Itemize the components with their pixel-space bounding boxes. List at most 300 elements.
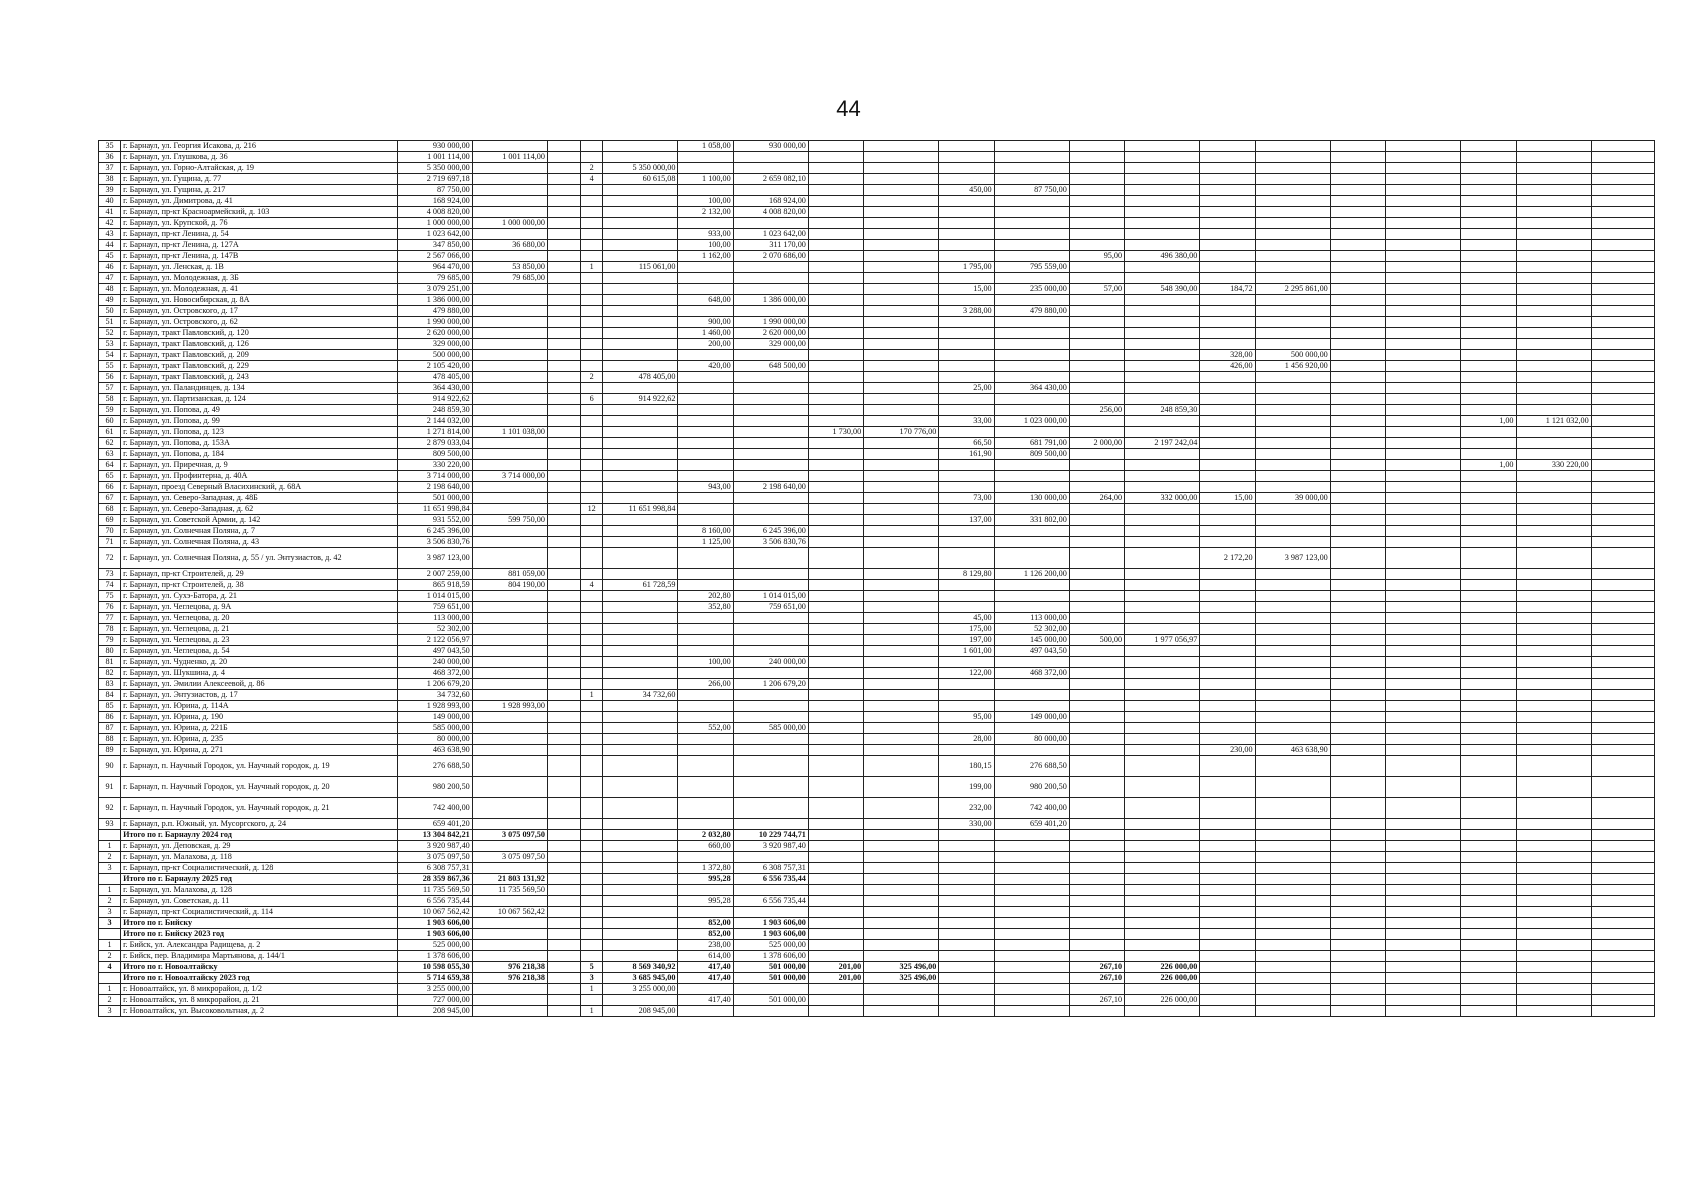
value-cell [808, 229, 863, 240]
value-cell: 15,00 [1200, 493, 1255, 504]
value-cell [994, 251, 1069, 262]
table-row [99, 798, 1655, 819]
value-cell [1069, 515, 1124, 526]
value-cell: 852,00 [678, 929, 733, 940]
table-row [99, 624, 1655, 635]
value-cell [994, 602, 1069, 613]
value-cell [1591, 918, 1654, 929]
value-cell [1461, 185, 1516, 196]
value-cell [603, 350, 678, 361]
table-row [99, 251, 1655, 262]
value-cell [1386, 460, 1461, 471]
value-cell [808, 361, 863, 372]
value-cell [808, 874, 863, 885]
value-cell [1461, 526, 1516, 537]
value-cell [1125, 152, 1200, 163]
value-cell [994, 229, 1069, 240]
value-cell [678, 284, 733, 295]
value-cell [472, 668, 547, 679]
value-cell: 87 750,00 [397, 185, 472, 196]
value-cell: 11 651 998,84 [397, 504, 472, 515]
address-cell: г. Барнаул, ул. Островского, д. 17 [121, 306, 397, 317]
value-cell [808, 218, 863, 229]
value-cell [939, 962, 994, 973]
value-cell [1516, 896, 1591, 907]
value-cell: 1 001 114,00 [472, 152, 547, 163]
value-cell [1200, 262, 1255, 273]
row-number-cell: 52 [99, 328, 121, 339]
value-cell [547, 526, 580, 537]
value-cell: 930 000,00 [733, 141, 808, 152]
value-cell [1461, 756, 1516, 777]
value-cell: 6 245 396,00 [397, 526, 472, 537]
value-cell [1591, 482, 1654, 493]
value-cell [1330, 174, 1385, 185]
value-cell: 479 880,00 [994, 306, 1069, 317]
value-cell [1516, 251, 1591, 262]
row-number-cell: 88 [99, 734, 121, 745]
address-cell: г. Барнаул, р.п. Южный, ул. Мусоргского, д. 24 [121, 819, 397, 830]
value-cell: 10 067 562,42 [472, 907, 547, 918]
value-cell [1516, 613, 1591, 624]
value-cell [1591, 580, 1654, 591]
value-cell [939, 405, 994, 416]
value-cell [1461, 537, 1516, 548]
value-cell [1591, 471, 1654, 482]
value-cell [547, 460, 580, 471]
value-cell [864, 723, 939, 734]
value-cell [1516, 295, 1591, 306]
value-cell [581, 863, 603, 874]
value-cell [1386, 141, 1461, 152]
value-cell: 2 620 000,00 [397, 328, 472, 339]
value-cell [1069, 701, 1124, 712]
value-cell [1591, 537, 1654, 548]
row-number-cell: 49 [99, 295, 121, 306]
value-cell [1591, 361, 1654, 372]
address-cell: г. Бийск, пер. Владимира Мартьянова, д. 144/1 [121, 951, 397, 962]
table-row [99, 295, 1655, 306]
value-cell [547, 896, 580, 907]
value-cell [733, 635, 808, 646]
value-cell: 2 198 640,00 [397, 482, 472, 493]
value-cell [864, 1006, 939, 1017]
value-cell [864, 885, 939, 896]
value-cell: 1 903 606,00 [397, 929, 472, 940]
value-cell: 1 990 000,00 [733, 317, 808, 328]
value-cell [678, 984, 733, 995]
value-cell [1125, 798, 1200, 819]
address-cell: г. Барнаул, ул. Советская, д. 11 [121, 896, 397, 907]
value-cell [581, 185, 603, 196]
row-number-cell: 91 [99, 777, 121, 798]
value-cell [1125, 874, 1200, 885]
table-row [99, 471, 1655, 482]
value-cell [864, 229, 939, 240]
value-cell [547, 973, 580, 984]
value-cell [1069, 756, 1124, 777]
value-cell [472, 438, 547, 449]
value-cell [581, 196, 603, 207]
value-cell [1386, 174, 1461, 185]
address-cell: г. Барнаул, ул. Молодежная, д. 3Б [121, 273, 397, 284]
value-cell [1386, 690, 1461, 701]
total-row [99, 918, 1655, 929]
value-cell [1330, 515, 1385, 526]
value-cell: 468 372,00 [994, 668, 1069, 679]
table-row [99, 712, 1655, 723]
value-cell [1069, 1006, 1124, 1017]
value-cell [1516, 852, 1591, 863]
value-cell [1125, 701, 1200, 712]
value-cell [1200, 896, 1255, 907]
value-cell [733, 185, 808, 196]
value-cell: 501 000,00 [397, 493, 472, 504]
value-cell [994, 995, 1069, 1006]
value-cell [581, 427, 603, 438]
value-cell [994, 951, 1069, 962]
value-cell [472, 723, 547, 734]
value-cell [1069, 196, 1124, 207]
value-cell [547, 262, 580, 273]
value-cell [864, 548, 939, 569]
value-cell: 852,00 [678, 918, 733, 929]
value-cell [1255, 624, 1330, 635]
value-cell [1386, 624, 1461, 635]
value-cell [547, 482, 580, 493]
value-cell: 6 245 396,00 [733, 526, 808, 537]
value-cell [1200, 613, 1255, 624]
row-number-cell: 43 [99, 229, 121, 240]
value-cell [939, 885, 994, 896]
value-cell [1516, 548, 1591, 569]
value-cell: 976 218,38 [472, 962, 547, 973]
value-cell [1591, 819, 1654, 830]
address-cell: г. Барнаул, ул. Приречная, д. 9 [121, 460, 397, 471]
value-cell [1386, 863, 1461, 874]
value-cell [1516, 569, 1591, 580]
value-cell [547, 141, 580, 152]
value-cell [603, 251, 678, 262]
address-cell: г. Барнаул, ул. Горно-Алтайская, д. 19 [121, 163, 397, 174]
value-cell [808, 951, 863, 962]
value-cell [1069, 174, 1124, 185]
value-cell [864, 504, 939, 515]
value-cell [1461, 240, 1516, 251]
value-cell [1591, 350, 1654, 361]
value-cell [939, 745, 994, 756]
address-cell: г. Барнаул, ул. Юрина, д. 235 [121, 734, 397, 745]
value-cell [547, 591, 580, 602]
value-cell [939, 918, 994, 929]
value-cell [808, 852, 863, 863]
value-cell [808, 416, 863, 427]
value-cell [1461, 493, 1516, 504]
value-cell [547, 646, 580, 657]
value-cell [1386, 940, 1461, 951]
value-cell [808, 646, 863, 657]
table-row [99, 885, 1655, 896]
value-cell [1125, 591, 1200, 602]
value-cell [1069, 339, 1124, 350]
value-cell: 364 430,00 [994, 383, 1069, 394]
address-cell: г. Барнаул, ул. Эмилии Алексеевой, д. 86 [121, 679, 397, 690]
value-cell [1591, 984, 1654, 995]
value-cell [581, 438, 603, 449]
value-cell: 1 456 920,00 [1255, 361, 1330, 372]
value-cell: 115 061,00 [603, 262, 678, 273]
value-cell: 10 598 055,30 [397, 962, 472, 973]
value-cell: 1 977 056,97 [1125, 635, 1200, 646]
table-row [99, 940, 1655, 951]
value-cell [1255, 405, 1330, 416]
value-cell [1200, 196, 1255, 207]
row-number-cell: 51 [99, 317, 121, 328]
value-cell: 2 197 242,04 [1125, 438, 1200, 449]
value-cell [1461, 295, 1516, 306]
value-cell [733, 504, 808, 515]
value-cell [1255, 907, 1330, 918]
value-cell [1330, 460, 1385, 471]
value-cell [547, 756, 580, 777]
value-cell [1255, 537, 1330, 548]
value-cell: 170 776,00 [864, 427, 939, 438]
value-cell [994, 218, 1069, 229]
table-row [99, 350, 1655, 361]
value-cell [678, 471, 733, 482]
value-cell [603, 548, 678, 569]
value-cell [864, 526, 939, 537]
value-cell [1330, 907, 1385, 918]
value-cell [603, 668, 678, 679]
value-cell [994, 427, 1069, 438]
value-cell [1255, 756, 1330, 777]
value-cell: 3 714 000,00 [397, 471, 472, 482]
value-cell [939, 690, 994, 701]
value-cell: 311 170,00 [733, 240, 808, 251]
value-cell [1069, 885, 1124, 896]
value-cell: 3 685 945,00 [603, 973, 678, 984]
value-cell: 995,28 [678, 874, 733, 885]
row-number-cell: 75 [99, 591, 121, 602]
value-cell: 4 [581, 580, 603, 591]
value-cell [864, 460, 939, 471]
value-cell [1330, 602, 1385, 613]
value-cell [1125, 712, 1200, 723]
value-cell: 500 000,00 [1255, 350, 1330, 361]
value-cell [1125, 449, 1200, 460]
value-cell [1330, 482, 1385, 493]
value-cell [994, 394, 1069, 405]
value-cell: 28 359 867,36 [397, 874, 472, 885]
value-cell [1591, 152, 1654, 163]
table-row [99, 317, 1655, 328]
row-number-cell: 46 [99, 262, 121, 273]
value-cell [678, 580, 733, 591]
value-cell [939, 852, 994, 863]
value-cell [1386, 1006, 1461, 1017]
value-cell [1330, 929, 1385, 940]
address-cell: г. Барнаул, ул. Солнечная Поляна, д. 43 [121, 537, 397, 548]
value-cell [1461, 819, 1516, 830]
value-cell [678, 218, 733, 229]
value-cell [678, 745, 733, 756]
value-cell [472, 196, 547, 207]
value-cell [939, 240, 994, 251]
value-cell [1255, 973, 1330, 984]
value-cell [603, 493, 678, 504]
value-cell: 478 405,00 [603, 372, 678, 383]
value-cell [547, 416, 580, 427]
value-cell [603, 756, 678, 777]
table-row [99, 438, 1655, 449]
value-cell [1516, 918, 1591, 929]
value-cell [581, 896, 603, 907]
value-cell [603, 723, 678, 734]
value-cell: 4 [581, 174, 603, 185]
value-cell [733, 416, 808, 427]
value-cell [678, 701, 733, 712]
value-cell [1591, 907, 1654, 918]
value-cell [808, 635, 863, 646]
value-cell [994, 1006, 1069, 1017]
value-cell [1125, 174, 1200, 185]
value-cell [1516, 163, 1591, 174]
value-cell [547, 361, 580, 372]
value-cell [1386, 361, 1461, 372]
row-number-cell: 66 [99, 482, 121, 493]
value-cell [1516, 262, 1591, 273]
value-cell [1591, 416, 1654, 427]
value-cell [547, 284, 580, 295]
table-row [99, 328, 1655, 339]
value-cell [994, 482, 1069, 493]
address-cell: г. Барнаул, ул. Северо-Западная, д. 48Б [121, 493, 397, 504]
value-cell [1125, 690, 1200, 701]
value-cell [603, 591, 678, 602]
value-cell [1069, 723, 1124, 734]
value-cell [733, 405, 808, 416]
value-cell [1069, 679, 1124, 690]
value-cell [1461, 427, 1516, 438]
value-cell [808, 163, 863, 174]
value-cell [1330, 438, 1385, 449]
address-cell: г. Барнаул, ул. Юрина, д. 271 [121, 745, 397, 756]
value-cell [1255, 306, 1330, 317]
value-cell [547, 777, 580, 798]
value-cell [1386, 548, 1461, 569]
value-cell [603, 602, 678, 613]
value-cell: 276 688,50 [994, 756, 1069, 777]
value-cell [1591, 218, 1654, 229]
value-cell [1125, 602, 1200, 613]
value-cell [581, 548, 603, 569]
value-cell: 727 000,00 [397, 995, 472, 1006]
value-cell [864, 830, 939, 841]
value-cell [472, 295, 547, 306]
value-cell [472, 798, 547, 819]
value-cell [733, 798, 808, 819]
value-cell [733, 613, 808, 624]
value-cell [1386, 984, 1461, 995]
value-cell [808, 723, 863, 734]
row-number-cell: 36 [99, 152, 121, 163]
value-cell [1125, 929, 1200, 940]
table-row [99, 449, 1655, 460]
value-cell: 5 714 659,38 [397, 973, 472, 984]
value-cell [581, 416, 603, 427]
value-cell [1591, 940, 1654, 951]
value-cell [678, 185, 733, 196]
value-cell [1516, 350, 1591, 361]
value-cell [1255, 141, 1330, 152]
value-cell: 248 859,30 [1125, 405, 1200, 416]
value-cell [581, 624, 603, 635]
value-cell [581, 756, 603, 777]
address-cell: г. Барнаул, ул. Северо-Западная, д. 62 [121, 504, 397, 515]
value-cell [1461, 317, 1516, 328]
address-cell: г. Барнаул, тракт Павловский, д. 229 [121, 361, 397, 372]
value-cell [1069, 984, 1124, 995]
value-cell [1255, 591, 1330, 602]
value-cell: 1 023 642,00 [733, 229, 808, 240]
value-cell [1591, 273, 1654, 284]
value-cell: 266,00 [678, 679, 733, 690]
value-cell: 1 023 642,00 [397, 229, 472, 240]
value-cell [547, 218, 580, 229]
value-cell: 113 000,00 [397, 613, 472, 624]
value-cell [1200, 174, 1255, 185]
value-cell [547, 723, 580, 734]
value-cell [808, 756, 863, 777]
value-cell: 1 023 000,00 [994, 416, 1069, 427]
value-cell [1200, 504, 1255, 515]
value-cell [603, 218, 678, 229]
value-cell: 34 732,60 [397, 690, 472, 701]
row-number-cell: 62 [99, 438, 121, 449]
value-cell [994, 460, 1069, 471]
value-cell [1461, 668, 1516, 679]
value-cell: 267,10 [1069, 995, 1124, 1006]
row-number-cell: 58 [99, 394, 121, 405]
value-cell [603, 295, 678, 306]
value-cell [678, 777, 733, 798]
value-cell [1200, 690, 1255, 701]
value-cell [581, 460, 603, 471]
value-cell [547, 405, 580, 416]
value-cell [1591, 262, 1654, 273]
value-cell [678, 548, 733, 569]
value-cell [939, 984, 994, 995]
value-cell [547, 515, 580, 526]
value-cell [472, 777, 547, 798]
value-cell [1591, 852, 1654, 863]
value-cell [1516, 777, 1591, 798]
value-cell [1125, 863, 1200, 874]
value-cell [1330, 690, 1385, 701]
value-cell [994, 317, 1069, 328]
value-cell [808, 569, 863, 580]
value-cell [1516, 863, 1591, 874]
value-cell [1330, 152, 1385, 163]
value-cell [1330, 896, 1385, 907]
value-cell [1125, 830, 1200, 841]
value-cell [1069, 504, 1124, 515]
value-cell [994, 526, 1069, 537]
value-cell [1069, 646, 1124, 657]
value-cell: 2 659 082,10 [733, 174, 808, 185]
value-cell [581, 493, 603, 504]
